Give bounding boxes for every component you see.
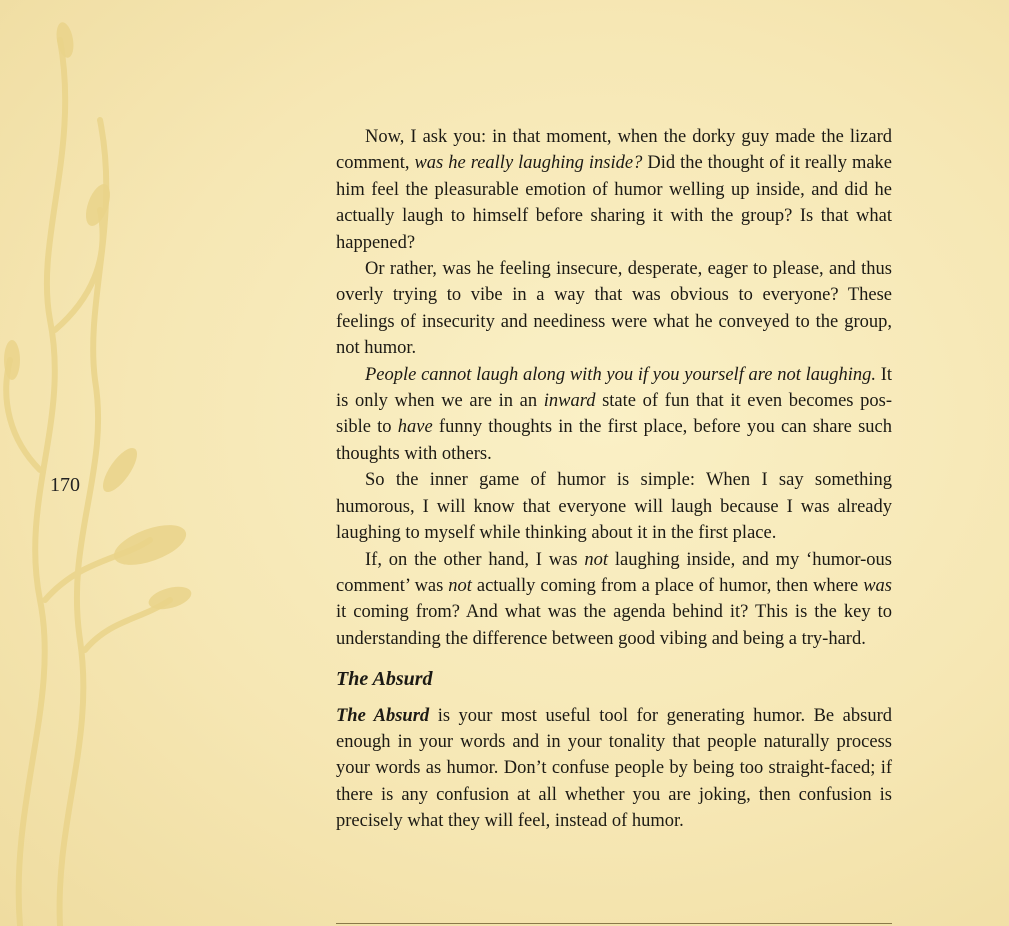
paragraph <box>336 362 892 468</box>
text-run: If, on the other hand, I was <box>365 549 585 570</box>
text-run: state of fun that it even becomes pos-sible to <box>336 391 893 438</box>
paragraph <box>336 124 892 256</box>
paragraph <box>336 467 892 546</box>
section-heading: The Absurd <box>336 668 433 691</box>
section-paragraph <box>336 703 892 835</box>
paragraph <box>336 547 892 653</box>
text-run: So the inner game of humor is simple: When I say something humorous, I will know that everyone will laugh because I was already laughing to myself while thinking about it in the first place. <box>336 470 892 544</box>
page-number: 170 <box>50 474 80 496</box>
text-run: Or rather, was he feeling insecure, desperate, eager to please, and thus overly trying to vibe in a way that was obvious to everyone? These feelings of insecurity and neediness were what he conveyed to the group, not humor. <box>336 259 892 359</box>
text-run: funny thoughts in the first place, before you can share such thoughts with others. <box>336 417 892 464</box>
text-run: laughing inside, and my ‘humor-ous comment’ was <box>336 549 893 596</box>
text-run: it coming from? And what was the agenda behind it? This is the key to understanding the difference between good vibing and being a try-hard. <box>336 602 892 649</box>
emphasis: was <box>863 575 892 596</box>
text-run: is your most useful tool for generating humor. Be absurd enough in your words and in your tonality that people naturally process your words as humor. Don’t confuse people by being too straight-faced; if there is any confusion at all whether you are joking, then confusion is precisely what they will feel, instead of humor. <box>336 705 892 832</box>
text-run: Now, I ask you: in that moment, when the dorky guy made the lizard comment, <box>336 127 892 174</box>
emphasis: was he really laughing inside? <box>414 153 643 174</box>
emphasis: People cannot laugh along with you if you yourself are not laughing. <box>365 364 876 385</box>
emphasis: inward <box>543 391 596 412</box>
emphasis: not <box>448 575 472 596</box>
text-run: Did the thought of it really make him feel the pleasurable emotion of humor welling up inside, and did he actually laugh to himself before sharing it with the group? Is that what happened? <box>336 153 893 253</box>
text-run: It is only when we are in an <box>336 364 892 412</box>
emphasis: have <box>397 417 433 438</box>
decorative-vine-ornament <box>0 0 200 926</box>
bold-italic-term: The Absurd <box>336 705 430 726</box>
body-text <box>336 124 892 835</box>
text-run: actually coming from a place of humor, then where <box>471 575 864 596</box>
footer-rule <box>336 923 892 924</box>
paragraph <box>336 256 892 362</box>
emphasis: not <box>584 549 609 570</box>
